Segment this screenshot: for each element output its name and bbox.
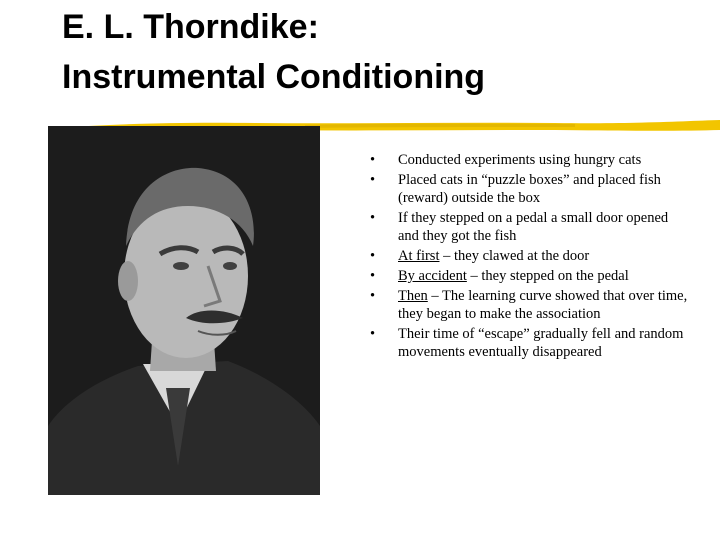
bullet-item-6 <box>370 288 690 323</box>
bullet-list <box>370 152 690 364</box>
bullet-item-7 <box>370 326 690 361</box>
bullet-item-1 <box>370 152 690 170</box>
slide-title <box>62 2 485 102</box>
bullet-text: Placed cats in “puzzle boxes” and placed fish (reward) outside the box <box>398 172 661 206</box>
bullet-text: If they stepped on a pedal a small door opened and they got the fish <box>398 210 669 244</box>
bullet-marker: • <box>370 247 376 264</box>
bullet-marker: • <box>370 268 376 285</box>
bullet-underlined-prefix: At first <box>398 247 440 264</box>
bullet-text: – they clawed at the door <box>439 247 590 264</box>
bullet-text: Conducted experiments using hungry cats <box>398 152 642 168</box>
bullet-text: – The learning curve showed that over time, they began to make the association <box>398 288 688 322</box>
bullet-marker: • <box>370 210 376 227</box>
bullet-underlined-prefix: By accident <box>398 268 467 285</box>
thorndike-portrait <box>48 126 320 495</box>
bullet-text: Their time of “escape” gradually fell and random movements eventually disappeared <box>398 326 684 360</box>
bullet-marker: • <box>370 326 376 343</box>
bullet-item-5 <box>370 268 690 286</box>
bullet-item-4 <box>370 248 690 266</box>
bullet-underlined-prefix: Then <box>398 288 428 305</box>
bullet-marker: • <box>370 288 376 305</box>
bullet-text: – they stepped on the pedal <box>466 268 629 285</box>
bullet-marker: • <box>370 152 376 168</box>
bullet-item-3 <box>370 210 690 245</box>
slide-title-line-1: E. L. Thorndike: <box>62 8 319 46</box>
bullet-marker: • <box>370 172 376 189</box>
bullet-item-2 <box>370 172 690 207</box>
slide-title-line-2: Instrumental Conditioning <box>62 58 486 96</box>
